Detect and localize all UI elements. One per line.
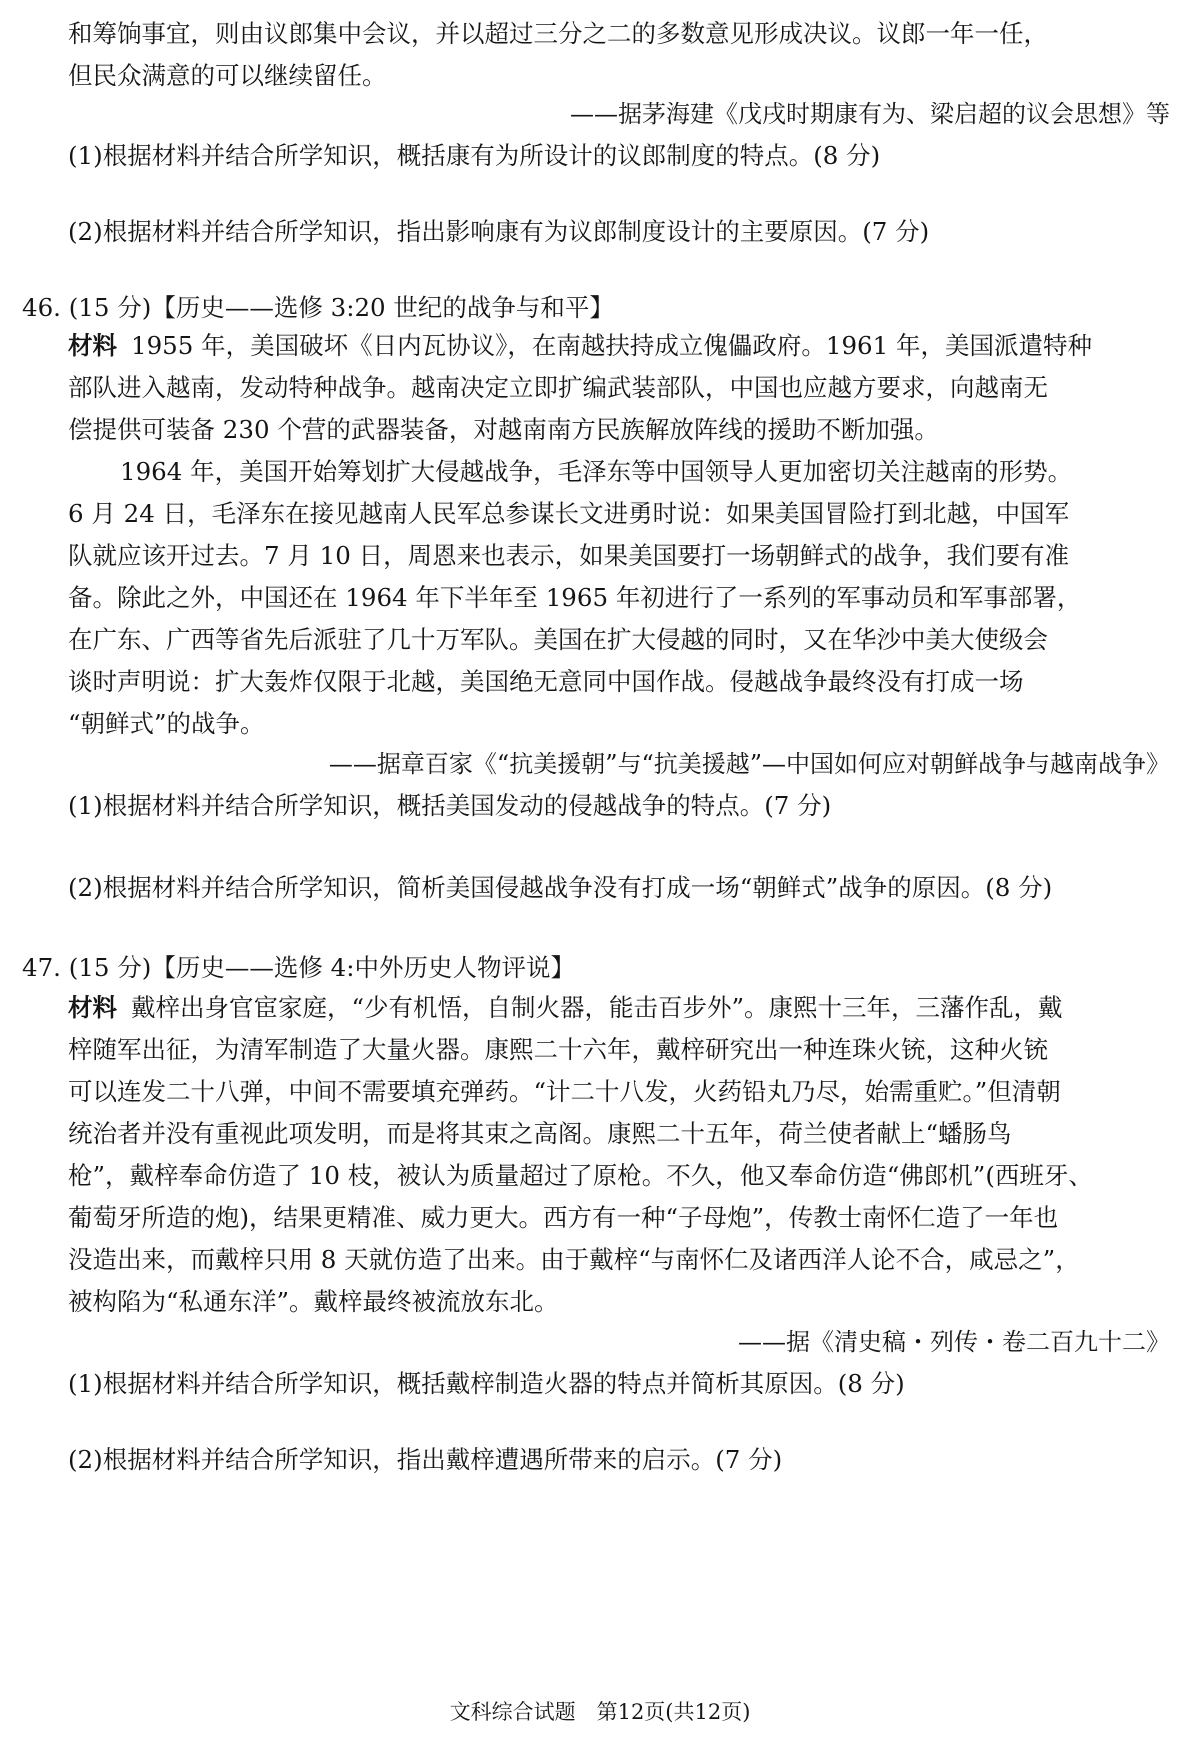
body-text-line: 谈时声明说：扩大轰炸仅限于北越，美国绝无意同中国作战。侵越战争最终没有打成一场 — [68, 667, 1024, 696]
body-text-line: 6 月 24 日，毛泽东在接见越南人民军总参谋长文进勇时说：如果美国冒险打到北越，中国军 — [68, 499, 1070, 528]
body-text-span: 1955 年，美国破坏《日内瓦协议》，在南越扶持成立傀儡政府。1961 年，美国派遣特种 — [131, 331, 1093, 360]
sub-question: (1)根据材料并结合所学知识，概括康有为所设计的议郎制度的特点。(8 分) — [68, 141, 881, 170]
body-text-span: 戴梓出身官宦家庭，“少有机悟，自制火器，能击百步外”。康熙十三年，三藩作乱，戴 — [131, 993, 1063, 1022]
body-text-line: 但民众满意的可以继续留任。 — [68, 61, 387, 90]
body-text-line: 没造出来，而戴梓只用 8 天就仿造了出来。由于戴梓“与南怀仁及诸西洋人论不合，咸忌之”， — [68, 1245, 1080, 1274]
body-text-line: 和筹饷事宜，则由议郎集中会议，并以超过三分之二的多数意见形成决议。议郎一年一任， — [68, 19, 1048, 48]
body-text-line: 队就应该开过去。7 月 10 日，周恩来也表示，如果美国要打一场朝鲜式的战争，我们要有准 — [68, 541, 1070, 570]
body-text-line: 可以连发二十八弹，中间不需要填充弹药。“计二十八发，火药铅丸乃尽，始需重贮。”但清朝 — [68, 1077, 1061, 1106]
material-source: ——据《清史稿・列传・卷二百九十二》 — [738, 1328, 1170, 1356]
sub-question: (1)根据材料并结合所学知识，概括戴梓制造火器的特点并简析其原因。(8 分) — [68, 1369, 905, 1398]
material-label: 材料 — [68, 993, 117, 1022]
body-text-line: 统治者并没有重视此项发明，而是将其束之高阁。康熙二十五年，荷兰使者献上“蟠肠鸟 — [68, 1119, 1012, 1148]
body-text-line: 备。除此之外，中国还在 1964 年下半年至 1965 年初进行了一系列的军事动员和军事部署， — [68, 583, 1082, 612]
sub-question: (2)根据材料并结合所学知识，指出影响康有为议郎制度设计的主要原因。(7 分) — [68, 217, 930, 246]
sub-question: (2)根据材料并结合所学知识，指出戴梓遭遇所带来的启示。(7 分) — [68, 1445, 783, 1474]
body-text-line: 梓随军出征，为清军制造了大量火器。康熙二十六年，戴梓研究出一种连珠火铳，这种火铳 — [68, 1035, 1048, 1064]
question-heading: 47. (15 分)【历史——选修 4:中外历史人物评说】 — [22, 953, 575, 982]
material-source: ——据章百家《“抗美援朝”与“抗美援越”—中国如何应对朝鲜战争与越南战争》 — [328, 750, 1170, 778]
body-text-line: 偿提供可装备 230 个营的武器装备，对越南南方民族解放阵线的援助不断加强。 — [68, 415, 939, 444]
body-text-line — [68, 988, 1168, 1028]
material-source: ——据茅海建《戊戌时期康有为、梁启超的议会思想》等 — [570, 100, 1170, 128]
material-label: 材料 — [68, 331, 117, 360]
body-text-line: 葡萄牙所造的炮)，结果更精准、威力更大。西方有一种“子母炮”，传教士南怀仁造了一年也 — [68, 1203, 1059, 1232]
body-text-line: “朝鲜式”的战争。 — [68, 709, 265, 738]
body-text-line — [68, 326, 1168, 366]
question-heading: 46. (15 分)【历史——选修 3:20 世纪的战争与和平】 — [22, 293, 614, 322]
sub-question: (2)根据材料并结合所学知识，简析美国侵越战争没有打成一场“朝鲜式”战争的原因。(8 分) — [68, 873, 1053, 902]
sub-question: (1)根据材料并结合所学知识，概括美国发动的侵越战争的特点。(7 分) — [68, 791, 832, 820]
body-text-line: 部队进入越南，发动特种战争。越南决定立即扩编武装部队，中国也应越方要求，向越南无 — [68, 373, 1048, 402]
body-text-line: 在广东、广西等省先后派驻了几十万军队。美国在扩大侵越的同时，又在华沙中美大使级会 — [68, 625, 1048, 654]
body-text-line: 1964 年，美国开始筹划扩大侵越战争，毛泽东等中国领导人更加密切关注越南的形势。 — [120, 457, 1073, 486]
body-text-line: 被构陷为“私通东洋”。戴梓最终被流放东北。 — [68, 1287, 559, 1316]
body-text-line: 枪”，戴梓奉命仿造了 10 枝，被认为质量超过了原枪。不久，他又奉命仿造“佛郎机”(西班牙、 — [68, 1161, 1093, 1190]
page-footer: 文科综合试题 第12页(共12页) — [449, 1700, 751, 1724]
